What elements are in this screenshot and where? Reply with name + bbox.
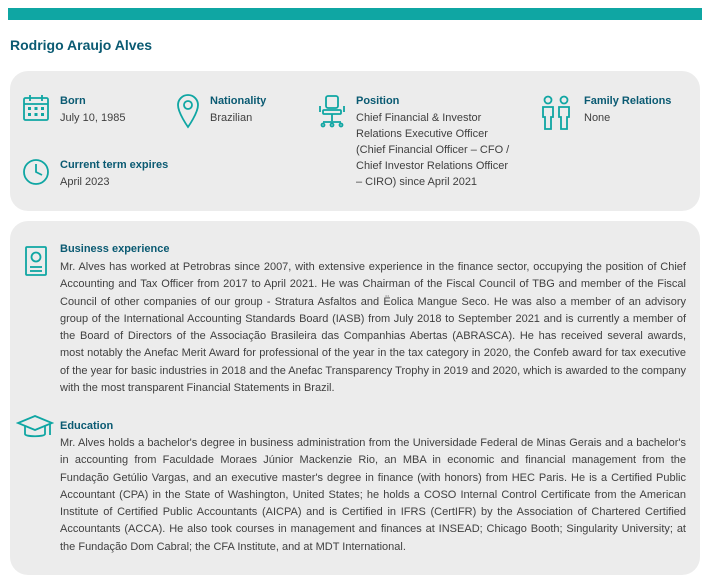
position-line: (Chief Financial Officer – CFO / [356,144,510,156]
calendar-icon [22,94,50,122]
header-accent-bar [8,8,702,20]
position-label: Position [356,95,400,107]
office-chair-icon [318,94,346,128]
person-name: Rodrigo Araujo Alves [10,37,153,53]
education-label: Education [60,420,114,432]
location-pin-icon [176,93,200,129]
position-line: – CIRO) since April 2021 [356,176,478,188]
position-line: Relations Executive Officer [356,128,488,140]
nationality-value: Brazilian [210,112,253,124]
term-label: Current term expires [60,159,169,171]
term-value: April 2023 [60,176,110,188]
profile-card [10,71,700,211]
born-value: July 10, 1985 [60,112,126,124]
position-value [356,110,526,190]
people-icon [540,95,572,131]
document-icon [24,245,48,277]
business-label: Business experience [60,243,170,255]
position-line: Chief Investor Relations Officer [356,160,509,172]
education-text: Mr. Alves holds a bachelor's degree in business administration from the Universidade Federal de Minas Gerais and a bachelor's in accounting from Faculdade Moraes Júnior Mackenzie Rio, an MBA in economic and financial management from the Fundação Getúlio Vargas, and an executive master's degree in finance (with honors) from HEC Paris. He is a Certified Public Accountant (CPA) in the State of Washington, United States; he holds a COSO Internal Control Certificate from the American Institute of Certified Public Accountants (AICPA) and is Certified in IFRS (CertIFR) by the Association of Chartered Certified Accountants (ACCA). He also took courses in management and finances at INSEAD; Chicago Booth; Singularity University; at the Fundação Dom Cabral; the CFA Institute, and at MDT International. [60,437,686,553]
family-label: Family Relations [584,95,672,107]
position-line: Chief Financial & Investor [356,112,482,124]
business-text: Mr. Alves has worked at Petrobras since 2007, with extensive experience in the finance sector, occupying the position of Chief Accounting and Tax Officer from 2017 to April 2021. He was Chairman of the Fiscal Council of TBG and member of the Fiscal Council of other companies of our group - Stratura Asfaltos and Ëolica Mangue Seco. He was also a member of an advisory group of the International Accounting Standards Board (IASB) from July 2018 to September 2021 and is currently a member of the Board of Directors of the Associação Brasileira das Companhias Abertas (ABRASCA). He has received several awards, most notably the Anefac Merit Award for professional of the year in the tax category in 2020, the Confeb award for tax executive of the year for basic industries in 2018 and the Anefac Transparency Trophy in 2019 and 2020, which is awarded to the company with the most transparent Financial Statements in Brazil. [60,261,686,395]
born-label: Born [60,95,86,107]
graduation-cap-icon [16,413,54,443]
family-value: None [584,112,611,124]
clock-icon [22,158,50,186]
nationality-label: Nationality [210,95,267,107]
details-card [10,221,700,575]
